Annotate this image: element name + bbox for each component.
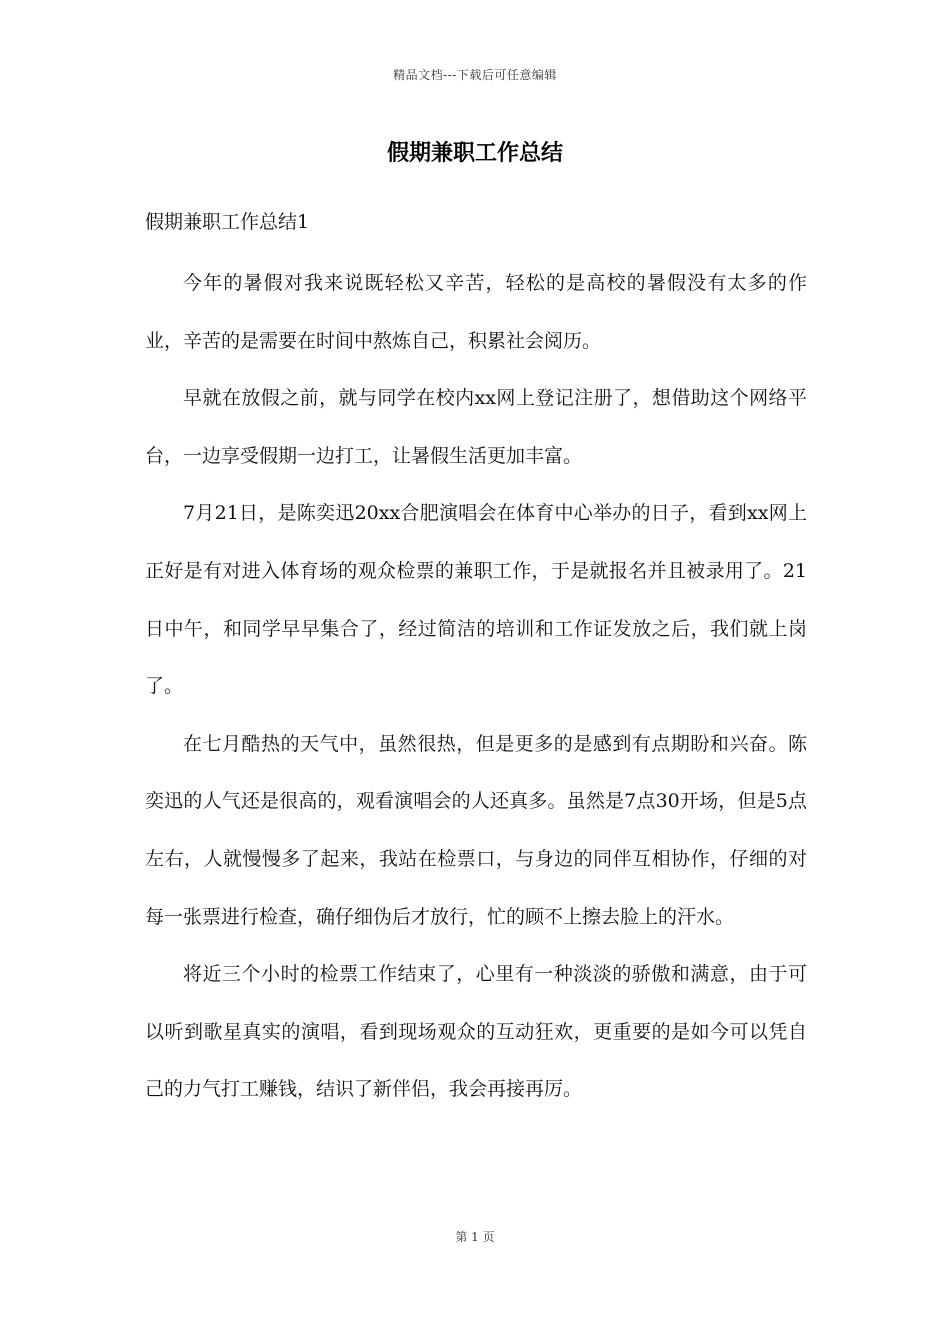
- paragraph: 将近三个小时的检票工作结束了，心里有一种淡淡的骄傲和满意，由于可以听到歌星真实的演唱，看到现场观众的互动狂欢，更重要的是如今可以凭自己的力气打工赚钱，结识了新伴侣，我会再接再厉。: [145, 963, 807, 1101]
- document-title: 假期兼职工作总结: [386, 140, 563, 166]
- paragraph: 7月21日，是陈奕迅20xx合肥演唱会在体育中心举办的日子，看到xx网上正好是有对进入体育场的观众检票的兼职工作，于是就报名并且被录用了。21日中午，和同学早早集合了，经过简洁的培训和工作证发放之后，我们就上岗了。: [145, 502, 807, 698]
- section-heading: 假期兼职工作总结1: [145, 211, 310, 233]
- paragraph: 今年的暑假对我来说既轻松又辛苦，轻松的是高校的暑假没有太多的作业，辛苦的是需要在时间中熬炼自己，积累社会阅历。: [145, 272, 807, 352]
- paragraph: 在七月酷热的天气中，虽然很热，但是更多的是感到有点期盼和兴奋。陈奕迅的人气还是很高的，观看演唱会的人还真多。虽然是7点30开场，但是5点左右，人就慢慢多了起来，我站在检票口，与身边的同伴互相协作，仔细的对每一张票进行检查，确仔细伪后才放行，忙的顾不上擦去脸上的汗水。: [145, 732, 807, 928]
- page-header-note: 精品文档---下载后可任意编辑: [393, 68, 557, 82]
- paragraph: 早就在放假之前，就与同学在校内xx网上登记注册了，想借助这个网络平台，一边享受假期一边打工，让暑假生活更加丰富。: [145, 387, 807, 467]
- document-body: [145, 255, 807, 1119]
- page-number: 第 1 页: [455, 1230, 495, 1244]
